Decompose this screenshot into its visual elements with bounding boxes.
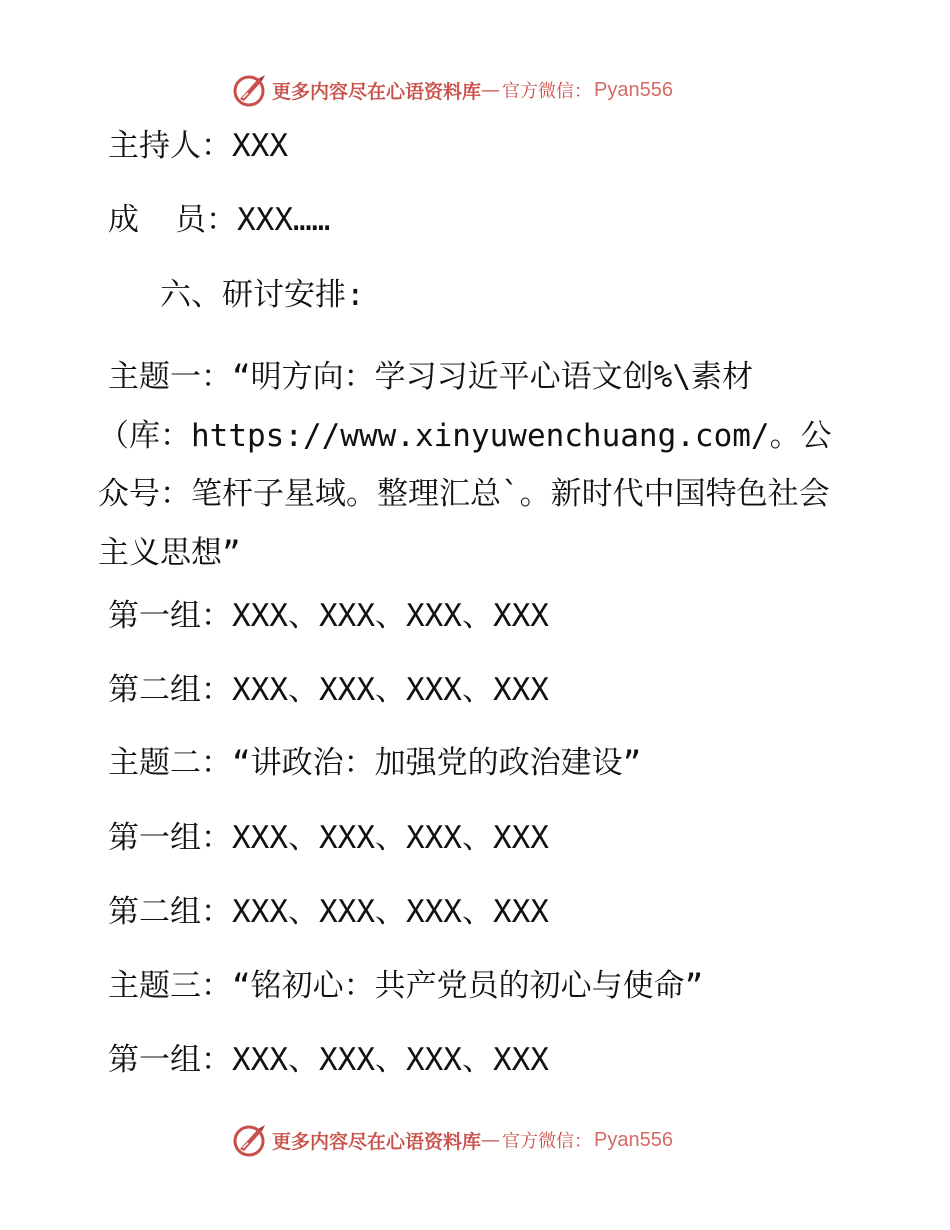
watermark-wechat-id: Pyan556 bbox=[594, 1128, 673, 1151]
members-label-part-a: 成 bbox=[108, 202, 139, 238]
watermark-footer bbox=[232, 1122, 673, 1158]
theme1-group2-line: 第二组：XXX、XXX、XXX、XXX bbox=[108, 672, 549, 708]
members-label-part-b: 员：XXX…… bbox=[175, 202, 331, 238]
theme3-group1-line: 第一组：XXX、XXX、XXX、XXX bbox=[108, 1042, 549, 1078]
theme2-group1-line: 第一组：XXX、XXX、XXX、XXX bbox=[108, 820, 549, 856]
watermark-text: 更多内容尽在心语资料库 bbox=[272, 80, 482, 103]
watermark-wechat-id: Pyan556 bbox=[594, 78, 673, 101]
quill-pen-logo-icon bbox=[232, 72, 268, 108]
theme2-group2-line: 第二组：XXX、XXX、XXX、XXX bbox=[108, 894, 549, 930]
watermark-text: 更多内容尽在心语资料库 bbox=[272, 1130, 482, 1153]
watermark-separator: — bbox=[481, 79, 501, 101]
theme3-title: 主题三：“铭初心：共产党员的初心与使命” bbox=[108, 968, 704, 1004]
members-line bbox=[108, 200, 330, 240]
watermark-label: 官方微信： bbox=[502, 1131, 593, 1152]
host-line: 主持人：XXX bbox=[108, 128, 288, 164]
theme2-title: 主题二：“讲政治：加强党的政治建设” bbox=[108, 745, 642, 781]
watermark-separator: — bbox=[481, 1129, 501, 1151]
watermark-label: 官方微信： bbox=[502, 81, 593, 102]
theme1-group1-line: 第一组：XXX、XXX、XXX、XXX bbox=[108, 598, 549, 634]
section-heading: 六、研讨安排: bbox=[160, 277, 365, 313]
quill-pen-logo-icon bbox=[232, 1122, 268, 1158]
watermark-header bbox=[232, 72, 673, 108]
theme1-paragraph: 主题一：“明方向：学习习近平心语文创%\素材（库：https://www.xinyuwenchuang.com/。公众号：笔杆子星域。整理汇总`。新时代中国特色社会主义思想” bbox=[98, 359, 832, 571]
